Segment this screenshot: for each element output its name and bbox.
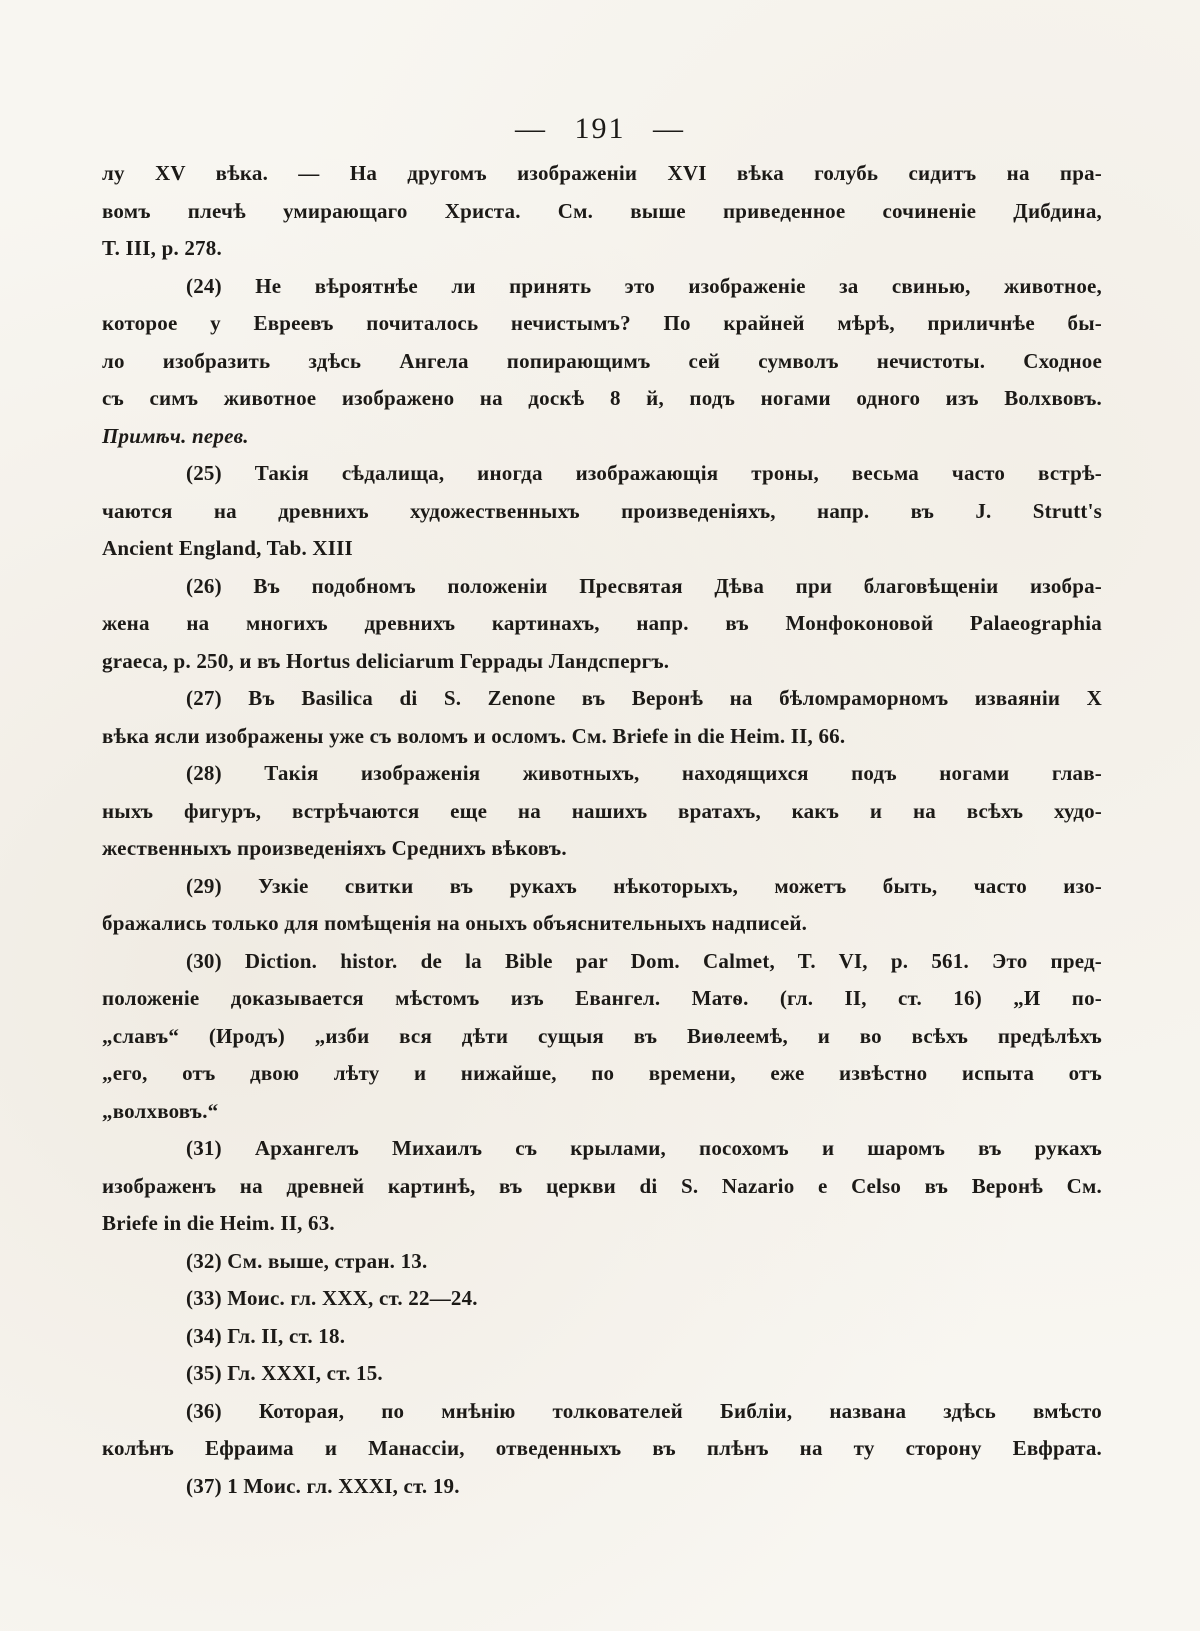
text-line: положеніе доказывается мѣстомъ изъ Евангел. Матѳ. (гл. II, ст. 16) „И по- xyxy=(102,986,1102,1010)
text-line: жена на многихъ древнихъ картинахъ, напр. въ Монфоконовой Palaeographia xyxy=(102,611,1102,635)
text-line: T. III, p. 278. xyxy=(102,236,222,260)
footnote-start-line: (36) Которая, по мнѣнію толкователей Библіи, названа здѣсь вмѣсто xyxy=(186,1398,1102,1423)
text-line: Briefe in die Heim. II, 63. xyxy=(102,1211,335,1235)
page-number: 191 xyxy=(574,112,626,145)
text-line: жественныхъ произведеніяхъ Среднихъ вѣковъ. xyxy=(102,836,567,860)
footnote-start-line: (27) Въ Basilica di S. Zenone въ Веронѣ на бѣломраморномъ изваяніи X xyxy=(186,686,1102,710)
text-line: вомъ плечѣ умирающаго Христа. См. выше приведенное сочиненіе Дибдина, xyxy=(102,198,1102,223)
footnote-start-line: (34) Гл. II, ст. 18. xyxy=(186,1323,346,1348)
footnote-start-line: (35) Гл. XXXI, ст. 15. xyxy=(186,1361,383,1385)
text-line: Ancient England, Tab. XIII xyxy=(102,536,353,560)
footnote-start-line: (33) Моис. гл. XXX, ст. 22—24. xyxy=(186,1286,478,1310)
text-line: вѣка ясли изображены уже съ воломъ и осломъ. См. Briefe in die Heim. II, 66. xyxy=(102,723,846,748)
text-line: „его, отъ двою лѣту и нижайше, по времени, еже извѣстно испыта отъ xyxy=(102,1061,1102,1085)
footnote-start-line: (31) Архангелъ Михаилъ съ крылами, посохомъ и шаромъ въ рукахъ xyxy=(186,1136,1102,1160)
footnote-start-line: (28) Такія изображенія животныхъ, находящихся подъ ногами глав- xyxy=(186,761,1102,785)
footnote-start-line: (32) См. выше, стран. 13. xyxy=(186,1248,428,1273)
text-line: бражались только для помѣщенія на оныхъ объяснительныхъ надписей. xyxy=(102,911,808,935)
page-number-dash-left: — xyxy=(515,112,547,145)
text-line: лу XV вѣка. — На другомъ изображеніи XVI вѣка голубь сидитъ на пра- xyxy=(102,161,1102,185)
text-line: graeca, p. 250, и въ Hortus deliciarum Геррады Ландспергъ. xyxy=(102,648,670,673)
footnote-start-line: (25) Такія сѣдалища, иногда изображающія троны, весьма часто встрѣ- xyxy=(186,461,1102,485)
page-number-header xyxy=(0,112,1200,146)
text-line: которое у Евреевъ почиталось нечистымъ? По крайней мѣрѣ, приличнѣе бы- xyxy=(102,311,1102,335)
text-line: чаются на древнихъ художественныхъ произведеніяхъ, напр. въ J. Strutt's xyxy=(102,498,1102,523)
footnote-start-line: (24) Не вѣроятнѣе ли принять это изображеніе за свинью, животное, xyxy=(186,273,1102,298)
text-line: „славъ“ (Иродъ) „изби вся дѣти сущыя въ Виѳлеемѣ, и во всѣхъ предѣлѣхъ xyxy=(102,1023,1102,1048)
footnote-start-line: (26) Въ подобномъ положеніи Пресвятая Дѣва при благовѣщеніи изобра- xyxy=(186,573,1102,598)
text-line: „волхвовъ.“ xyxy=(102,1098,219,1123)
footnote-start-line: (29) Узкіе свитки въ рукахъ нѣкоторыхъ, можетъ быть, часто изо- xyxy=(186,873,1102,898)
text-line: ныхъ фигуръ, встрѣчаются еще на нашихъ вратахъ, какъ и на всѣхъ худо- xyxy=(102,798,1102,823)
text-line: изображенъ на древней картинѣ, въ церкви di S. Nazario e Celso въ Веронѣ См. xyxy=(102,1173,1102,1198)
footnote-start-line: (37) 1 Моис. гл. XXXI, ст. 19. xyxy=(186,1473,460,1498)
page-number-dash-right: — xyxy=(653,112,685,145)
text-line: колѣнъ Ефраима и Манассіи, отведенныхъ въ плѣнъ на ту сторону Евфрата. xyxy=(102,1436,1102,1460)
text-line: съ симъ животное изображено на доскѣ 8 й, подъ ногами одного изъ Волхвовъ. xyxy=(102,386,1102,410)
text-line: ло изобразить здѣсь Ангела попирающимъ сей сумволъ нечистоты. Сходное xyxy=(102,348,1102,373)
footnote-start-line: (30) Diction. histor. de la Bible par Dom. Calmet, T. VI, p. 561. Это пред- xyxy=(186,948,1102,973)
text-line: Примѣч. перев. xyxy=(102,423,249,448)
footnotes-body xyxy=(102,155,1102,1505)
